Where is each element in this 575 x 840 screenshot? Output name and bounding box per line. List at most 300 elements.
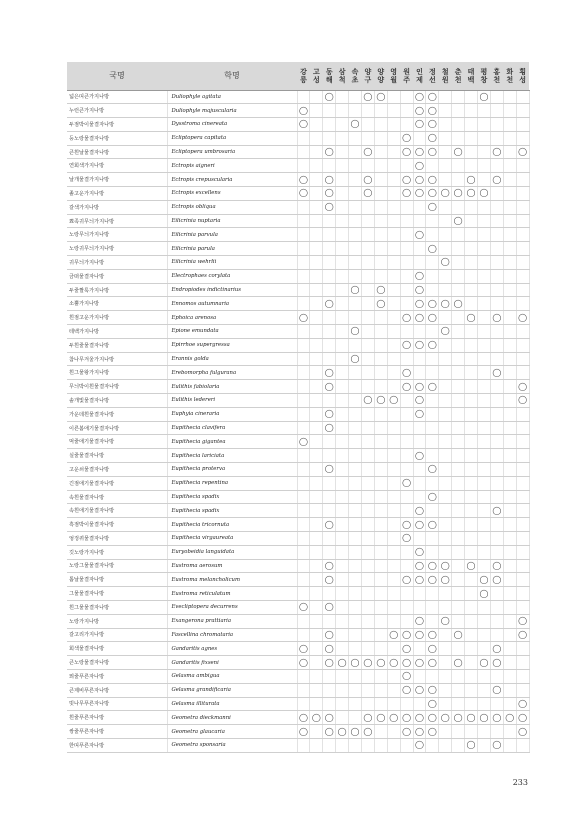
occurrence-mark: ◯ [402, 340, 412, 350]
occurrence-cell [349, 366, 362, 380]
occurrence-cell [400, 476, 413, 490]
occurrence-cell [503, 669, 516, 683]
occurrence-cell [310, 380, 323, 394]
occurrence-cell [349, 449, 362, 463]
occurrence-cell [477, 366, 490, 380]
occurrence-cell [452, 628, 465, 642]
occurrence-cell [400, 683, 413, 697]
korean-name-cell: 갈고리가지나방 [67, 628, 167, 642]
occurrence-cell [361, 104, 374, 118]
occurrence-cell [477, 352, 490, 366]
occurrence-mark: ◯ [402, 519, 412, 529]
occurrence-cell [400, 200, 413, 214]
occurrence-cell [452, 118, 465, 132]
occurrence-cell [490, 352, 503, 366]
occurrence-mark: ◯ [311, 712, 321, 722]
scientific-name-cell: Eilicrinia nuptaria [167, 214, 297, 228]
occurrence-cell [310, 600, 323, 614]
occurrence-mark: ◯ [350, 285, 360, 295]
occurrence-cell [400, 518, 413, 532]
occurrence-cell [323, 435, 336, 449]
occurrence-cell [349, 90, 362, 104]
occurrence-cell [490, 669, 503, 683]
occurrence-mark: ◯ [427, 560, 437, 570]
occurrence-mark: ◯ [337, 726, 347, 736]
occurrence-cell [465, 90, 478, 104]
occurrence-cell [297, 669, 310, 683]
occurrence-cell [426, 545, 439, 559]
scientific-name-cell: Gandaritis agnes [167, 642, 297, 656]
occurrence-mark: ◯ [324, 409, 334, 419]
occurrence-cell [387, 214, 400, 228]
occurrence-cell [349, 435, 362, 449]
korean-name-cell: 등노랑물결자나방 [67, 131, 167, 145]
occurrence-cell [297, 545, 310, 559]
occurrence-mark: ◯ [414, 229, 424, 239]
occurrence-cell [452, 738, 465, 752]
occurrence-cell [336, 738, 349, 752]
occurrence-cell [336, 683, 349, 697]
occurrence-cell [387, 118, 400, 132]
occurrence-cell [426, 187, 439, 201]
occurrence-cell [374, 187, 387, 201]
table-row [67, 518, 529, 532]
occurrence-cell [452, 297, 465, 311]
occurrence-cell [361, 573, 374, 587]
occurrence-cell [503, 614, 516, 628]
occurrence-cell [413, 656, 426, 670]
occurrence-cell [336, 352, 349, 366]
occurrence-mark: ◯ [414, 547, 424, 557]
occurrence-cell [297, 587, 310, 601]
occurrence-mark: ◯ [427, 464, 437, 474]
occurrence-cell [490, 435, 503, 449]
occurrence-cell [310, 545, 323, 559]
occurrence-mark: ◯ [427, 243, 437, 253]
occurrence-cell [336, 311, 349, 325]
occurrence-cell [465, 228, 478, 242]
occurrence-mark: ◯ [414, 285, 424, 295]
occurrence-cell [400, 228, 413, 242]
occurrence-mark: ◯ [453, 147, 463, 157]
occurrence-cell [490, 338, 503, 352]
occurrence-cell [465, 725, 478, 739]
occurrence-cell [439, 545, 452, 559]
occurrence-cell [490, 269, 503, 283]
occurrence-mark: ◯ [324, 629, 334, 639]
korean-name-cell: 귀무늬가지나방 [67, 256, 167, 270]
korean-name-cell: 두점박이물결자나방 [67, 118, 167, 132]
scientific-name-cell: Gelasma grandificaria [167, 683, 297, 697]
occurrence-cell [323, 587, 336, 601]
occurrence-cell [516, 738, 529, 752]
occurrence-mark: ◯ [479, 91, 489, 101]
occurrence-cell [400, 642, 413, 656]
occurrence-mark: ◯ [402, 133, 412, 143]
occurrence-cell [336, 587, 349, 601]
occurrence-mark: ◯ [518, 147, 528, 157]
korean-name-cell: 톱날물결자나방 [67, 573, 167, 587]
occurrence-cell [400, 131, 413, 145]
occurrence-mark: ◯ [350, 657, 360, 667]
table-row [67, 338, 529, 352]
occurrence-cell [400, 669, 413, 683]
occurrence-cell [426, 449, 439, 463]
occurrence-cell [452, 449, 465, 463]
occurrence-cell [465, 407, 478, 421]
occurrence-cell [387, 325, 400, 339]
occurrence-cell [465, 421, 478, 435]
occurrence-mark: ◯ [324, 712, 334, 722]
occurrence-cell [490, 173, 503, 187]
occurrence-cell [297, 394, 310, 408]
occurrence-cell [387, 394, 400, 408]
occurrence-cell [413, 228, 426, 242]
occurrence-cell [361, 256, 374, 270]
occurrence-cell [426, 104, 439, 118]
occurrence-cell [349, 614, 362, 628]
occurrence-cell [490, 283, 503, 297]
occurrence-cell [400, 380, 413, 394]
occurrence-cell [349, 559, 362, 573]
occurrence-cell [400, 532, 413, 546]
occurrence-cell [349, 352, 362, 366]
occurrence-cell [361, 187, 374, 201]
occurrence-cell [374, 352, 387, 366]
occurrence-cell [452, 242, 465, 256]
occurrence-mark: ◯ [389, 395, 399, 405]
occurrence-cell [516, 628, 529, 642]
occurrence-cell [516, 256, 529, 270]
occurrence-cell [361, 642, 374, 656]
occurrence-mark: ◯ [298, 119, 308, 129]
occurrence-cell [516, 573, 529, 587]
occurrence-cell [323, 490, 336, 504]
occurrence-mark: ◯ [453, 629, 463, 639]
occurrence-cell [336, 242, 349, 256]
occurrence-mark: ◯ [324, 202, 334, 212]
table-row [67, 545, 529, 559]
occurrence-cell [413, 242, 426, 256]
occurrence-cell [503, 656, 516, 670]
occurrence-cell [336, 669, 349, 683]
occurrence-cell [336, 338, 349, 352]
occurrence-mark: ◯ [427, 492, 437, 501]
occurrence-mark: ◯ [427, 712, 437, 722]
occurrence-mark: ◯ [376, 712, 386, 722]
occurrence-cell [374, 200, 387, 214]
occurrence-mark: ◯ [298, 312, 308, 322]
occurrence-cell [400, 145, 413, 159]
occurrence-cell [490, 187, 503, 201]
occurrence-cell [465, 532, 478, 546]
occurrence-cell [503, 380, 516, 394]
scientific-name-cell: Endropiodes indictinarius [167, 283, 297, 297]
occurrence-mark: ◯ [414, 298, 424, 308]
occurrence-cell [477, 614, 490, 628]
occurrence-cell [426, 228, 439, 242]
occurrence-cell [452, 711, 465, 725]
occurrence-cell [516, 504, 529, 518]
scientific-name-cell: Eilicrinia wehrlii [167, 256, 297, 270]
occurrence-cell [387, 421, 400, 435]
occurrence-cell [516, 269, 529, 283]
header-korean-name: 국명 [67, 62, 167, 90]
occurrence-cell [323, 228, 336, 242]
occurrence-mark: ◯ [492, 505, 502, 515]
scientific-name-cell: Fascellina chromataria [167, 628, 297, 642]
header-region: 동 해 [323, 62, 336, 90]
occurrence-cell [310, 187, 323, 201]
scientific-name-cell: Ennomos autumnaria [167, 297, 297, 311]
occurrence-cell [413, 297, 426, 311]
occurrence-cell [361, 449, 374, 463]
header-region: 강 릉 [297, 62, 310, 90]
occurrence-cell [361, 614, 374, 628]
occurrence-cell [387, 380, 400, 394]
occurrence-cell [387, 711, 400, 725]
occurrence-cell [387, 490, 400, 504]
occurrence-cell [413, 476, 426, 490]
occurrence-cell [439, 394, 452, 408]
table-row [67, 449, 529, 463]
occurrence-mark: ◯ [453, 712, 463, 722]
occurrence-mark: ◯ [363, 657, 373, 667]
occurrence-cell [361, 463, 374, 477]
occurrence-cell [349, 283, 362, 297]
occurrence-cell [323, 90, 336, 104]
occurrence-cell [387, 642, 400, 656]
occurrence-cell [426, 118, 439, 132]
occurrence-cell [323, 352, 336, 366]
occurrence-cell [297, 449, 310, 463]
occurrence-cell [374, 118, 387, 132]
occurrence-cell [490, 518, 503, 532]
occurrence-mark: ◯ [414, 188, 424, 198]
header-region: 철 원 [439, 62, 452, 90]
occurrence-cell [426, 614, 439, 628]
occurrence-mark: ◯ [505, 712, 515, 722]
occurrence-cell [426, 145, 439, 159]
occurrence-cell [413, 104, 426, 118]
occurrence-cell [503, 600, 516, 614]
occurrence-cell [349, 394, 362, 408]
occurrence-cell [361, 435, 374, 449]
occurrence-cell [490, 656, 503, 670]
occurrence-cell [336, 269, 349, 283]
occurrence-cell [336, 297, 349, 311]
occurrence-cell [439, 159, 452, 173]
occurrence-cell [465, 380, 478, 394]
occurrence-cell [413, 283, 426, 297]
occurrence-mark: ◯ [492, 643, 502, 653]
occurrence-cell [374, 228, 387, 242]
occurrence-cell [413, 683, 426, 697]
occurrence-cell [374, 380, 387, 394]
occurrence-mark: ◯ [324, 188, 334, 198]
occurrence-cell [477, 504, 490, 518]
occurrence-mark: ◯ [427, 298, 437, 308]
scientific-name-cell: Erannis golda [167, 352, 297, 366]
occurrence-mark: ◯ [492, 740, 502, 750]
occurrence-cell [465, 614, 478, 628]
occurrence-mark: ◯ [324, 602, 334, 612]
occurrence-cell [349, 325, 362, 339]
occurrence-cell [323, 614, 336, 628]
korean-name-cell: 빗나무푸른자나방 [67, 697, 167, 711]
occurrence-cell [413, 407, 426, 421]
occurrence-mark: ◯ [298, 174, 308, 184]
occurrence-cell [452, 228, 465, 242]
occurrence-cell [490, 573, 503, 587]
korean-name-cell: 한띠푸른자나방 [67, 738, 167, 752]
table-row [67, 283, 529, 297]
occurrence-cell [310, 532, 323, 546]
occurrence-mark: ◯ [414, 381, 424, 391]
occurrence-cell [310, 297, 323, 311]
occurrence-cell [426, 394, 439, 408]
occurrence-cell [361, 628, 374, 642]
occurrence-cell [426, 697, 439, 711]
occurrence-cell [400, 504, 413, 518]
occurrence-cell [297, 476, 310, 490]
occurrence-cell [426, 628, 439, 642]
occurrence-cell [297, 104, 310, 118]
occurrence-cell [477, 311, 490, 325]
occurrence-cell [465, 490, 478, 504]
occurrence-cell [439, 380, 452, 394]
scientific-name-cell: Geometra dieckmanni [167, 711, 297, 725]
occurrence-mark: ◯ [414, 740, 424, 750]
occurrence-cell [413, 587, 426, 601]
occurrence-cell [516, 435, 529, 449]
occurrence-mark: ◯ [402, 657, 412, 667]
occurrence-cell [439, 145, 452, 159]
occurrence-cell [387, 504, 400, 518]
occurrence-cell [400, 269, 413, 283]
occurrence-cell [310, 518, 323, 532]
table-row [67, 463, 529, 477]
occurrence-cell [490, 504, 503, 518]
occurrence-cell [516, 131, 529, 145]
table-row [67, 628, 529, 642]
occurrence-cell [426, 463, 439, 477]
occurrence-cell [465, 352, 478, 366]
occurrence-cell [477, 628, 490, 642]
header-region: 속 초 [349, 62, 362, 90]
occurrence-mark: ◯ [402, 312, 412, 322]
occurrence-mark: ◯ [389, 712, 399, 722]
occurrence-cell [310, 131, 323, 145]
occurrence-cell [516, 407, 529, 421]
occurrence-cell [400, 545, 413, 559]
occurrence-cell [323, 725, 336, 739]
occurrence-mark: ◯ [363, 188, 373, 198]
occurrence-cell [387, 476, 400, 490]
occurrence-cell [503, 352, 516, 366]
occurrence-cell [310, 366, 323, 380]
occurrence-cell [310, 476, 323, 490]
occurrence-cell [477, 518, 490, 532]
occurrence-cell [310, 559, 323, 573]
occurrence-cell [465, 297, 478, 311]
occurrence-cell [465, 187, 478, 201]
occurrence-cell [439, 697, 452, 711]
occurrence-cell [361, 380, 374, 394]
occurrence-cell [336, 228, 349, 242]
korean-name-cell: 이른봄애기물결자나방 [67, 421, 167, 435]
occurrence-cell [477, 145, 490, 159]
occurrence-cell [349, 159, 362, 173]
header-region: 정 선 [426, 62, 439, 90]
occurrence-cell [400, 697, 413, 711]
occurrence-cell [516, 642, 529, 656]
occurrence-cell [465, 338, 478, 352]
table-row [67, 656, 529, 670]
occurrence-cell [516, 118, 529, 132]
table-header-row [67, 62, 529, 90]
occurrence-cell [413, 463, 426, 477]
occurrence-cell [439, 173, 452, 187]
occurrence-cell [361, 683, 374, 697]
occurrence-mark: ◯ [414, 629, 424, 639]
occurrence-cell [426, 725, 439, 739]
occurrence-cell [426, 366, 439, 380]
occurrence-cell [349, 297, 362, 311]
occurrence-cell [361, 214, 374, 228]
occurrence-cell [374, 463, 387, 477]
occurrence-mark: ◯ [402, 478, 412, 488]
occurrence-cell [452, 173, 465, 187]
occurrence-cell [465, 173, 478, 187]
occurrence-cell [297, 242, 310, 256]
occurrence-cell [349, 131, 362, 145]
occurrence-cell [516, 614, 529, 628]
scientific-name-cell: Gelasma illiturata [167, 697, 297, 711]
occurrence-cell [490, 532, 503, 546]
occurrence-cell [349, 697, 362, 711]
occurrence-cell [336, 532, 349, 546]
occurrence-cell [387, 131, 400, 145]
occurrence-cell [336, 366, 349, 380]
occurrence-cell [336, 214, 349, 228]
occurrence-cell [310, 587, 323, 601]
occurrence-cell [465, 504, 478, 518]
occurrence-cell [516, 352, 529, 366]
occurrence-cell [297, 683, 310, 697]
occurrence-mark: ◯ [453, 216, 463, 226]
korean-name-cell: 큰노랑물결자나방 [67, 656, 167, 670]
occurrence-cell [439, 283, 452, 297]
occurrence-cell [439, 104, 452, 118]
occurrence-cell [336, 697, 349, 711]
occurrence-mark: ◯ [376, 657, 386, 667]
occurrence-cell [426, 338, 439, 352]
occurrence-cell [336, 394, 349, 408]
occurrence-cell [465, 449, 478, 463]
scientific-name-cell: Eulithis fabiolaria [167, 380, 297, 394]
occurrence-cell [323, 366, 336, 380]
occurrence-mark: ◯ [492, 147, 502, 157]
scientific-name-cell: Ecliptopera capitata [167, 131, 297, 145]
occurrence-cell [503, 449, 516, 463]
occurrence-cell [400, 587, 413, 601]
occurrence-cell [503, 297, 516, 311]
occurrence-cell [374, 311, 387, 325]
occurrence-cell [297, 145, 310, 159]
occurrence-mark: ◯ [414, 712, 424, 722]
occurrence-cell [503, 242, 516, 256]
